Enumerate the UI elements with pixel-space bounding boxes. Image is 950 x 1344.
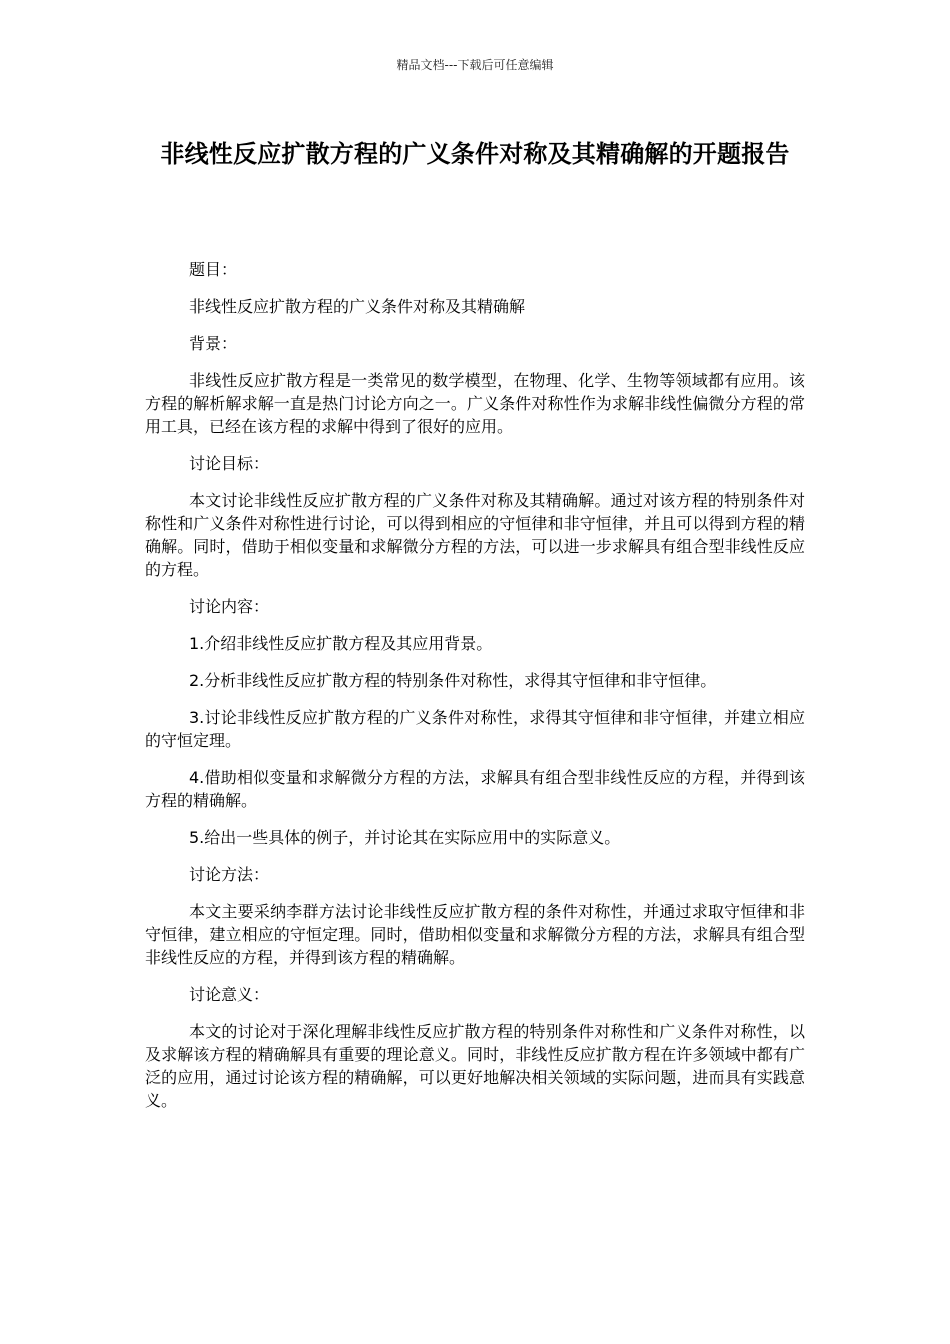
label-goals: 讨论目标： — [189, 454, 270, 473]
content-item-3: 3.讨论非线性反应扩散方程的广义条件对称性，求得其守恒律和非守恒律，并建立相应的守恒定理。 — [145, 708, 805, 750]
background-text: 非线性反应扩散方程是一类常见的数学模型，在物理、化学、生物等领域都有应用。该方程的解析解求解一直是热门讨论方向之一。广义条件对称性作为求解非线性偏微分方程的常用工具，已经在该方程的求解中得到了很好的应用。 — [145, 371, 805, 436]
significance-text: 本文的讨论对于深化理解非线性反应扩散方程的特别条件对称性和广义条件对称性，以及求解该方程的精确解具有重要的理论意义。同时，非线性反应扩散方程在许多领域中都有广泛的应用，通过讨论该方程的精确解，可以更好地解决相关领域的实际问题，进而具有实践意义。 — [145, 1022, 805, 1110]
label-background: 背景： — [189, 334, 238, 353]
goals-text: 本文讨论非线性反应扩散方程的广义条件对称及其精确解。通过对该方程的特别条件对称性和广义条件对称性进行讨论，可以得到相应的守恒律和非守恒律，并且可以得到方程的精确解。同时，借助于相似变量和求解微分方程的方法，可以进一步求解具有组合型非线性反应的方程。 — [145, 491, 805, 579]
document-title: 非线性反应扩散方程的广义条件对称及其精确解的开题报告 — [160, 140, 790, 168]
label-methods: 讨论方法： — [189, 865, 270, 884]
content-item-5: 5.给出一些具体的例子，并讨论其在实际应用中的实际意义。 — [189, 828, 621, 847]
content-item-4: 4.借助相似变量和求解微分方程的方法，求解具有组合型非线性反应的方程，并得到该方程的精确解。 — [145, 768, 805, 810]
document-body — [145, 258, 805, 1126]
topic-text: 非线性反应扩散方程的广义条件对称及其精确解 — [189, 297, 526, 316]
label-content: 讨论内容： — [189, 597, 270, 616]
methods-text: 本文主要采纳李群方法讨论非线性反应扩散方程的条件对称性，并通过求取守恒律和非守恒律，建立相应的守恒定理。同时，借助相似变量和求解微分方程的方法，求解具有组合型非线性反应的方程，并得到该方程的精确解。 — [145, 902, 805, 967]
page-header: 精品文档---下载后可任意编辑 — [396, 58, 554, 72]
label-topic: 题目： — [189, 260, 238, 279]
content-item-1: 1.介绍非线性反应扩散方程及其应用背景。 — [189, 634, 493, 653]
label-significance: 讨论意义： — [189, 985, 270, 1004]
content-item-2: 2.分析非线性反应扩散方程的特别条件对称性，求得其守恒律和非守恒律。 — [189, 671, 717, 690]
